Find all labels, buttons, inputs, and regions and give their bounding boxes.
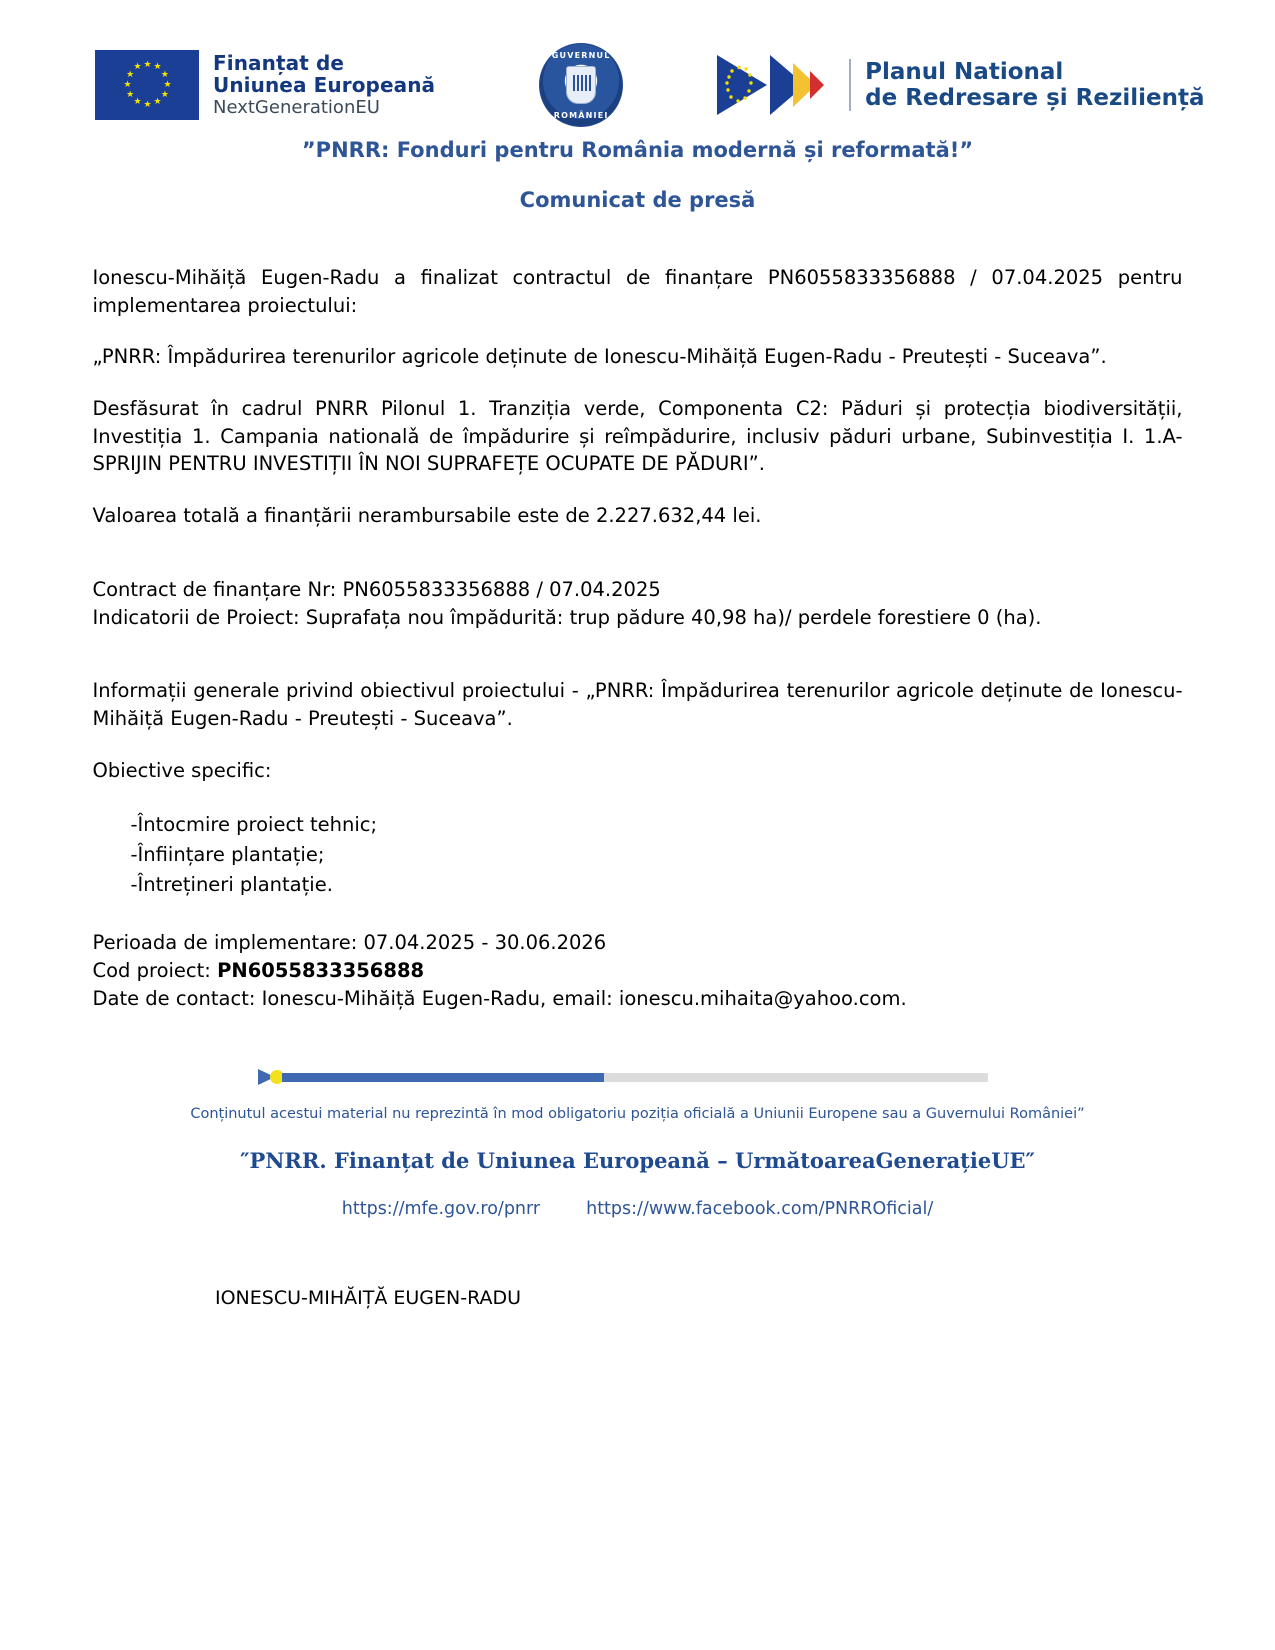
paragraph-indicators: Indicatorii de Proiect: Suprafața nou împădurită: trup pădure 40,98 ha)/ perdele forestiere 0 (ha). [92,605,1042,629]
eu-star-icon: ★ [160,89,169,100]
pnrr-logo-text [849,59,1204,111]
signature-name: IONESCU-MIHĂIȚĂ EUGEN-RADU [215,1287,522,1310]
document-body [93,212,1183,1012]
paragraph-contact: Date de contact: Ionescu-Mihăiță Eugen-Radu, email: ionescu.mihaita@yahoo.com. [92,986,907,1010]
project-code-value: PN6055833356888 [217,958,425,982]
footer-disclaimer: Conținutul acestui material nu reprezintă în mod obligatoriu poziția oficială a Uniunii Europene sau a Guvernului României” [190,1106,1085,1123]
bar-segment-grey [604,1073,988,1082]
government-of-romania-seal-icon [539,43,623,127]
pnrr-triangles-icon [715,49,833,121]
spacer [93,655,1183,677]
list-item: -Înființare plantație; [130,842,325,866]
eu-star-icon: ★ [143,59,152,70]
pnrr-logo [715,49,1204,121]
paragraph-project-code [93,957,1183,985]
objectives-list [93,810,1183,899]
link-facebook-pnrr[interactable]: https://www.facebook.com/PNRROficial/ [586,1199,934,1220]
seal-crest-icon [566,66,596,104]
objectives-heading: Obiective specific: [92,758,272,782]
list-item: -Întocmire proiect tehnic; [130,813,378,837]
paragraph-project-name: „PNRR: Împădurirea terenurilor agricole deținute de Ionescu-Mihăiță Eugen-Radu - Preutești - Suceava”. [92,345,1107,369]
eu-star-icon: ★ [143,99,152,110]
eu-logo-line2: Uniunea Europeană [213,72,436,97]
spacer [93,554,1183,576]
eu-star-icon: ★ [153,96,162,107]
eu-star-icon: ★ [126,69,135,80]
seal-bottom-text: ROMÂNIEI [553,111,609,120]
eu-flag-icon [95,50,199,120]
eu-logo-text [213,52,435,119]
footer-links [0,1199,1275,1219]
seal-top-text: GUVERNUL [551,51,611,60]
eu-logo-line1: Finanțat de [213,50,345,75]
link-mfe-pnrr[interactable]: https://mfe.gov.ro/pnrr [341,1199,541,1220]
eu-funding-logo [95,50,435,120]
pnrr-logo-line2: de Redresare și Reziliență [865,85,1205,111]
pnrr-logo-line1: Planul National [865,58,1064,85]
paragraph-contract-number: Contract de finanțare Nr: PN6055833356888 / 07.04.2025 [92,577,661,601]
footer-tagline: ″PNRR. Finanțat de Uniunea Europeană – UrmătoareaGenerațieUE″ [240,1148,1035,1174]
eu-star-icon: ★ [153,62,162,73]
eu-star-icon: ★ [160,69,169,80]
document-title: ”PNRR: Fonduri pentru România modernă și reformată!” [301,138,974,162]
eu-star-icon: ★ [133,62,142,73]
decorative-progress-bar [258,1068,1018,1086]
document-subtitle: Comunicat de presă [519,188,756,212]
eu-star-icon: ★ [126,89,135,100]
list-item: -Întrețineri plantație. [130,872,333,896]
paragraph-intro: Ionescu-Mihăiță Eugen-Radu a finalizat contractul de finanțare PN6055833356888 / 07.04.2025 pentru implementarea proiectului: [92,266,1183,317]
eu-star-icon: ★ [123,79,132,90]
project-code-label: Cod proiect: [92,958,218,982]
paragraph-general-info: Informații generale privind obiectivul proiectului - „PNRR: Împădurirea terenurilor agricole deținute de Ionescu-Mihăiță Eugen-Radu - Preutești - Suceava”. [92,679,1183,730]
paragraph-total-value: Valoarea totală a finanțării nerambursabile este de 2.227.632,44 lei. [92,504,762,528]
eu-star-icon: ★ [133,96,142,107]
bar-segment-blue [282,1073,604,1082]
logo-bar [0,0,1275,120]
eu-logo-line3: NextGenerationEU [213,97,380,119]
eu-star-icon: ★ [163,79,172,90]
pnrr-arrow-icon [715,49,833,121]
paragraph-implementation-period: Perioada de implementare: 07.04.2025 - 30.06.2026 [92,931,607,955]
paragraph-framework: Desfăsurat în cadrul PNRR Pilonul 1. Tranziția verde, Componenta C2: Păduri și protecția biodiversității, Investiția 1. Campania nationalǎ de împădurire și reîmpădurire, inclusiv păduri urbane, Subinvestiția I. 1.A-SPRIJIN PENTRU INVESTIȚII ÎN NOI SUPRAFEȚE OCUPATE DE PĂDURI”. [92,397,1183,476]
spacer [93,899,1183,929]
